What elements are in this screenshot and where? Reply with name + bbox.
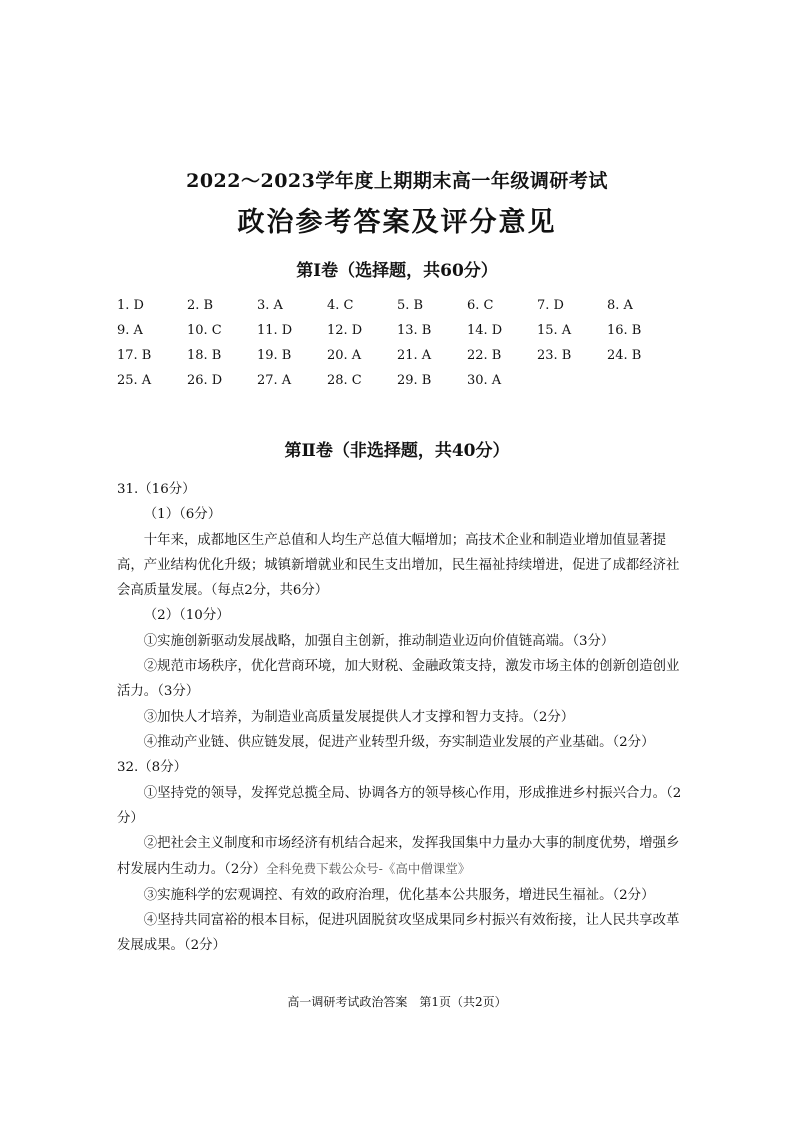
answer-item: 18. B — [187, 348, 222, 363]
answer-item: 25. A — [117, 373, 152, 388]
answer-item: 23. B — [537, 348, 572, 363]
answer-row — [117, 373, 737, 398]
answer-item: 7. D — [537, 298, 564, 313]
answer-row — [117, 323, 737, 348]
part2-body — [117, 477, 682, 959]
answer-item: 26. D — [187, 373, 223, 388]
answer-item: 20. A — [327, 348, 362, 363]
question-31-part2-item: ②规范市场秩序，优化营商环境，加大财税、金融政策支持，激发市场主体的创新创造创业活力。（3分） — [117, 659, 680, 700]
question-31-part2-label: （2）（10分） — [143, 608, 230, 624]
question-31-part1-label: （1）（6分） — [143, 507, 222, 523]
answer-item: 15. A — [537, 323, 572, 338]
answer-item: 17. B — [117, 348, 152, 363]
part1-heading: 第Ⅰ卷（选择题，共60分） — [296, 261, 498, 281]
question-32-item: ①坚持党的领导，发挥党总揽全局、协调各方的领导核心作用，形成推进乡村振兴合力。（2分） — [117, 785, 682, 826]
answer-row — [117, 348, 737, 373]
answer-item: 3. A — [257, 298, 283, 313]
answer-row — [117, 298, 737, 323]
answer-item: 9. A — [117, 323, 143, 338]
question-31-label: 31.（16分） — [117, 482, 196, 497]
answer-grid — [117, 298, 737, 398]
answer-item: 28. C — [327, 373, 362, 388]
answer-item: 19. B — [257, 348, 292, 363]
answer-item: 27. A — [257, 373, 292, 388]
answer-item: 8. A — [607, 298, 633, 313]
question-31-part1-answer: 十年来，成都地区生产总值和人均生产总值大幅增加；高技术企业和制造业增加值显著提高，产业结构优化升级；城镇新增就业和民生支出增加，民生福祉持续增进，促进了成都经济社会高质量发展。（每点2分，共6分） — [117, 532, 680, 599]
answer-item: 22. B — [467, 348, 502, 363]
answer-item: 24. B — [607, 348, 642, 363]
part2-heading: 第Ⅱ卷（非选择题，共40分） — [284, 441, 510, 461]
answer-item: 12. D — [327, 323, 363, 338]
answer-item: 13. B — [397, 323, 432, 338]
page-footer: 高一调研考试政治答案 第1页（共2页） — [287, 995, 507, 1009]
question-32-label: 32.（8分） — [117, 760, 187, 776]
answer-item: 30. A — [467, 373, 502, 388]
question-32-item-with-watermark — [117, 831, 682, 883]
question-32-item-text: ②把社会主义制度和市场经济有机结合起来，发挥我国集中力量办大事的制度优势，增强乡村发展内生动力。（2分） — [117, 836, 680, 878]
watermark-text: 全科免费下载公众号-《高中僧课堂》 — [266, 861, 471, 877]
question-31-part2-item: ④推动产业链、供应链发展，促进产业转型升级，夯实制造业发展的产业基础。（2分） — [143, 734, 655, 750]
answer-item: 4. C — [327, 298, 354, 313]
answer-item: 10. C — [187, 323, 222, 338]
question-32-item: ④坚持共同富裕的根本目标，促进巩固脱贫攻坚成果同乡村振兴有效衔接，让人民共享改革发展成果。（2分） — [117, 913, 680, 954]
answer-item: 21. A — [397, 348, 432, 363]
answer-key-title: 政治参考答案及评分意见 — [237, 207, 557, 238]
question-31-part2-item: ③加快人才培养，为制造业高质量发展提供人才支撑和智力支持。（2分） — [143, 709, 575, 725]
answer-item: 2. B — [187, 298, 214, 313]
answer-item: 29. B — [397, 373, 432, 388]
question-31-part2-item: ①实施创新驱动发展战略，加强自主创新，推动制造业迈向价值链高端。（3分） — [143, 633, 615, 649]
answer-item: 1. D — [117, 298, 144, 313]
question-32-item: ③实施科学的宏观调控、有效的政府治理，优化基本公共服务，增进民生福祉。（2分） — [143, 887, 655, 903]
answer-item: 16. B — [607, 323, 642, 338]
answer-item: 5. B — [397, 298, 424, 313]
answer-item: 14. D — [467, 323, 503, 338]
answer-item: 11. D — [257, 323, 293, 338]
exam-title: 2022～2023学年度上期期末高一年级调研考试 — [186, 170, 608, 192]
answer-item: 6. C — [467, 298, 494, 313]
